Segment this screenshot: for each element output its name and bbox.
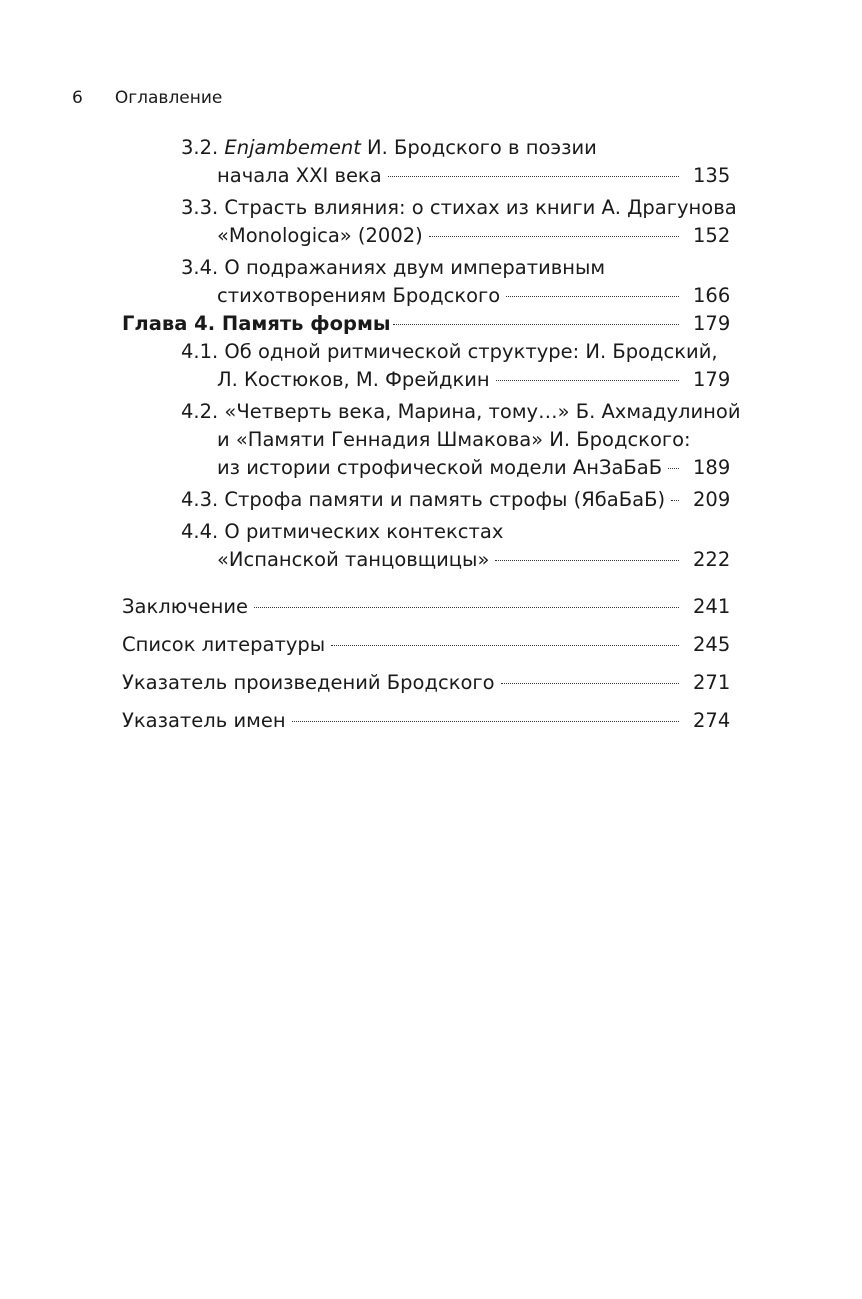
toc-entry-page: 274 xyxy=(693,709,731,732)
dot-leader xyxy=(429,236,679,237)
toc-entry-title-line: Страсть влияния: о стихах из книги А. Драгунова xyxy=(224,196,737,219)
toc-entry-title-last-line: из истории строфической модели АнЗаБаБ xyxy=(217,456,663,479)
toc-entry-page: 135 xyxy=(693,164,731,187)
toc-entry-italic-term: Enjambement xyxy=(224,136,361,159)
dot-leader xyxy=(388,176,679,177)
toc-entry-title-last-line: стихотворениям Бродского xyxy=(217,284,501,307)
toc-entry-page: 222 xyxy=(693,548,731,571)
toc-entry-page: 179 xyxy=(693,312,731,335)
toc-entry-page: 189 xyxy=(693,456,731,479)
toc-entry-page: 179 xyxy=(693,368,731,391)
dot-leader xyxy=(292,721,679,722)
running-header xyxy=(72,88,222,108)
dot-leader xyxy=(495,560,679,561)
toc-entry-page: 209 xyxy=(693,488,731,511)
toc-entry-title-line: О ритмических контекстах xyxy=(224,520,504,543)
toc-entry-3-2[interactable] xyxy=(181,134,743,190)
table-of-contents xyxy=(0,134,862,735)
dot-leader xyxy=(506,296,679,297)
dot-leader xyxy=(331,645,679,646)
toc-entry-number: 4.1. xyxy=(181,340,219,363)
toc-entry-title: Указатель произведений Бродского xyxy=(122,671,495,694)
toc-entry-4-3[interactable] xyxy=(181,486,743,514)
toc-bibliography[interactable] xyxy=(122,631,743,659)
toc-works-index[interactable] xyxy=(122,669,743,697)
dot-leader xyxy=(393,324,679,325)
toc-entry-4-4[interactable] xyxy=(181,518,743,574)
toc-entry-number: 3.3. xyxy=(181,196,219,219)
toc-entry-3-3[interactable] xyxy=(181,194,743,250)
toc-entry-title-line: О подражаниях двум императивным xyxy=(224,256,606,279)
toc-conclusion[interactable] xyxy=(122,593,743,621)
toc-entry-title-last-line: «Испанской танцовщицы» xyxy=(217,548,490,571)
toc-entry-3-4[interactable] xyxy=(181,254,743,310)
toc-entry-number: 4.3. xyxy=(181,488,219,511)
toc-entry-page: 245 xyxy=(693,633,731,656)
dot-leader xyxy=(501,683,679,684)
toc-entry-title: Заключение xyxy=(122,595,249,618)
toc-entry-number: 3.4. xyxy=(181,256,219,279)
dot-leader xyxy=(671,500,679,501)
toc-entry-page: 166 xyxy=(693,284,731,307)
toc-entry-title-line: Об одной ритмической структуре: И. Бродский, xyxy=(224,340,718,363)
toc-entry-title-line: «Четверть века, Марина, тому…» Б. Ахмадулиной xyxy=(224,400,741,423)
toc-entry-page: 271 xyxy=(693,671,731,694)
toc-entry-title: Указатель имен xyxy=(122,709,286,732)
toc-entry-title: Список литературы xyxy=(122,633,326,656)
toc-chapter-title: Глава 4. Память формы xyxy=(122,312,391,335)
page-number: 6 xyxy=(72,88,83,108)
toc-entry-number: 4.4. xyxy=(181,520,219,543)
toc-chapter-4[interactable] xyxy=(122,310,743,338)
toc-entry-page: 241 xyxy=(693,595,731,618)
toc-entry-title-last-line: «Monologica» (2002) xyxy=(217,224,423,247)
toc-entry-title-line: и «Памяти Геннадия Шмакова» И. Бродского: xyxy=(217,428,691,451)
toc-names-index[interactable] xyxy=(122,707,743,735)
toc-entry-title-rest: И. Бродского в поэзии xyxy=(360,136,597,159)
toc-entry-4-2[interactable] xyxy=(181,398,743,482)
toc-entry-number: 3.2. xyxy=(181,136,219,159)
toc-entry-title-last-line: Л. Костюков, М. Фрейдкин xyxy=(217,368,490,391)
running-title: Оглавление xyxy=(114,88,223,108)
toc-entry-number: 4.2. xyxy=(181,400,219,423)
toc-entry-page: 152 xyxy=(693,224,731,247)
toc-entry-title-last-line: начала XXI века xyxy=(217,164,382,187)
toc-entry-title-last-line: Строфа памяти и память строфы (ЯбаБаБ) xyxy=(224,488,666,511)
dot-leader xyxy=(668,468,679,469)
toc-entry-4-1[interactable] xyxy=(181,338,743,394)
dot-leader xyxy=(496,380,679,381)
dot-leader xyxy=(254,607,679,608)
